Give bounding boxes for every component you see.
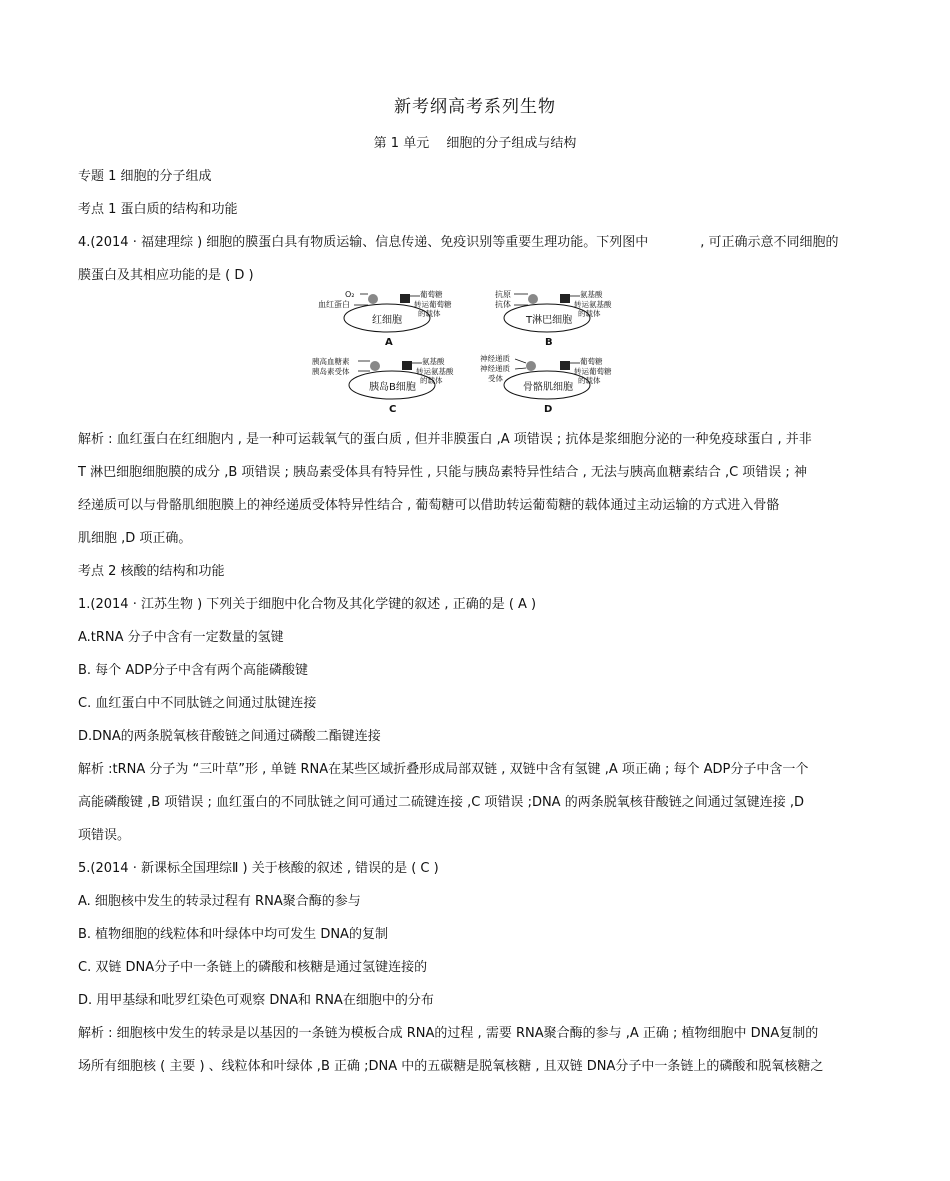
panel-b xyxy=(495,289,612,348)
panel-label: 的载体 xyxy=(420,376,443,385)
analysis-text: T 淋巴细胞细胞膜的成分 ,B 项错误 ; 胰岛素受体具有特异性 , 只能与胰岛素特异性结合 , 无法与胰高血糖素结合 ,C 项错误 ; 神 xyxy=(78,465,807,480)
carrier-icon xyxy=(560,361,570,370)
option-c: C. 双链 DNA分子中一条链上的磷酸和核糖是通过氢键连接的 xyxy=(78,960,428,975)
panel-label: 转运氨基酸 xyxy=(574,300,612,309)
panel-label: 葡萄糖 xyxy=(420,290,443,299)
panel-letter: B xyxy=(545,337,553,348)
analysis-text: 经递质可以与骨骼肌细胞膜上的神经递质受体特异性结合 , 葡萄糖可以借助转运葡萄糖的载体通过主动运输的方式进入骨骼 xyxy=(78,498,780,513)
panel-label: 受体 xyxy=(488,374,503,383)
analysis-text: 解析 : 血红蛋白在红细胞内 , 是一种可运载氧气的蛋白质 , 但并非膜蛋白 ,A 项错误 ; 抗体是浆细胞分泌的一种免疫球蛋白 , 并非 xyxy=(78,432,812,447)
panel-label: 抗体 xyxy=(495,300,511,309)
panel-label: 转运氨基酸 xyxy=(416,367,454,376)
topic-heading: 专题 1 细胞的分子组成 xyxy=(78,169,212,184)
carrier-icon xyxy=(560,294,570,303)
option-d: D. 用甲基绿和吡罗红染色可观察 DNA和 RNA在细胞中的分布 xyxy=(78,993,434,1008)
panel-label: 胰高血糖素 xyxy=(312,357,350,366)
cell-name: 红细胞 xyxy=(372,315,402,326)
option-a: A.tRNA 分子中含有一定数量的氢键 xyxy=(78,630,284,645)
panel-label: 的载体 xyxy=(418,309,441,318)
option-c: C. 血红蛋白中不同肽链之间通过肽键连接 xyxy=(78,696,317,711)
question-stem: 4.(2014 · 福建理综 ) 细胞的膜蛋白具有物质运输、信息传递、免疫识别等重要生理功能。下列图中 , 可正确示意不同细胞的 xyxy=(78,235,839,250)
panel-label: 转运葡萄糖 xyxy=(574,367,612,376)
panel-letter: D xyxy=(544,404,553,415)
analysis-text: 场所有细胞核 ( 主要 ) 、线粒体和叶绿体 ,B 正确 ;DNA 中的五碳糖是脱氧核糖 , 且双链 DNA分子中一条链上的磷酸和脱氧核糖之 xyxy=(78,1059,824,1074)
page-title: 新考纲高考系列生物 xyxy=(394,97,556,117)
question-stem: 1.(2014 · 江苏生物 ) 下列关于细胞中化合物及其化学键的叙述 , 正确的是 ( A ) xyxy=(78,597,537,612)
panel-label: 神经递质 xyxy=(480,364,510,373)
carrier-icon xyxy=(402,361,412,370)
panel-label: O₂ xyxy=(345,290,355,299)
protein-circle-icon xyxy=(528,294,538,304)
protein-circle-icon xyxy=(370,361,380,371)
option-d: D.DNA的两条脱氧核苷酸链之间通过磷酸二酯键连接 xyxy=(78,729,381,744)
panel-label: 的载体 xyxy=(578,309,601,318)
panel-d xyxy=(480,353,612,415)
point-heading: 考点 1 蛋白质的结构和功能 xyxy=(78,202,238,217)
panel-letter: C xyxy=(389,404,397,415)
panel-label: 神经递质 xyxy=(480,354,510,363)
question-stem: 膜蛋白及其相应功能的是 ( D ) xyxy=(78,268,254,283)
analysis-text: 解析 :tRNA 分子为 “三叶草”形 , 单链 RNA在某些区域折叠形成局部双链 , 双链中含有氢键 ,A 项正确 ; 每个 ADP分子中含一个 xyxy=(78,762,809,777)
panel-label: 抗原 xyxy=(495,290,511,299)
cell-name: T淋巴细胞 xyxy=(526,315,573,326)
carrier-icon xyxy=(400,294,410,303)
unit-title: 第 1 单元 细胞的分子组成与结构 xyxy=(373,136,577,151)
option-b: B. 植物细胞的线粒体和叶绿体中均可发生 DNA的复制 xyxy=(78,927,388,942)
analysis-text: 高能磷酸键 ,B 项错误 ; 血红蛋白的不同肽链之间可通过二硫键连接 ,C 项错误 ;DNA 的两条脱氧核苷酸链之间通过氢键连接 ,D xyxy=(78,795,804,810)
analysis-text: 肌细胞 ,D 项正确。 xyxy=(78,531,192,546)
option-b: B. 每个 ADP分子中含有两个高能磷酸键 xyxy=(78,663,309,678)
panel-label: 氨基酸 xyxy=(580,290,603,299)
panel-label: 转运葡萄糖 xyxy=(414,300,452,309)
protein-circle-icon xyxy=(526,361,536,371)
panel-label: 的载体 xyxy=(578,376,601,385)
panel-letter: A xyxy=(385,337,393,348)
panel-a xyxy=(318,289,452,348)
panel-label: 氨基酸 xyxy=(422,357,445,366)
cell-name: 胰岛B细胞 xyxy=(369,382,416,393)
cell-name: 骨骼肌细胞 xyxy=(523,382,573,393)
panel-label: 胰岛素受体 xyxy=(312,367,350,376)
option-a: A. 细胞核中发生的转录过程有 RNA聚合酶的参与 xyxy=(78,894,361,909)
membrane-protein-figure xyxy=(310,288,640,418)
point-heading: 考点 2 核酸的结构和功能 xyxy=(78,564,225,579)
analysis-text: 项错误。 xyxy=(78,828,131,843)
panel-label: 血红蛋白 xyxy=(318,300,350,309)
protein-circle-icon xyxy=(368,294,378,304)
panel-c xyxy=(312,356,454,415)
question-stem: 5.(2014 · 新课标全国理综Ⅱ ) 关于核酸的叙述 , 错误的是 ( C ) xyxy=(78,861,439,876)
analysis-text: 解析 : 细胞核中发生的转录是以基因的一条链为模板合成 RNA的过程 , 需要 RNA聚合酶的参与 ,A 正确 ; 植物细胞中 DNA复制的 xyxy=(78,1026,819,1041)
panel-label: 葡萄糖 xyxy=(580,357,603,366)
